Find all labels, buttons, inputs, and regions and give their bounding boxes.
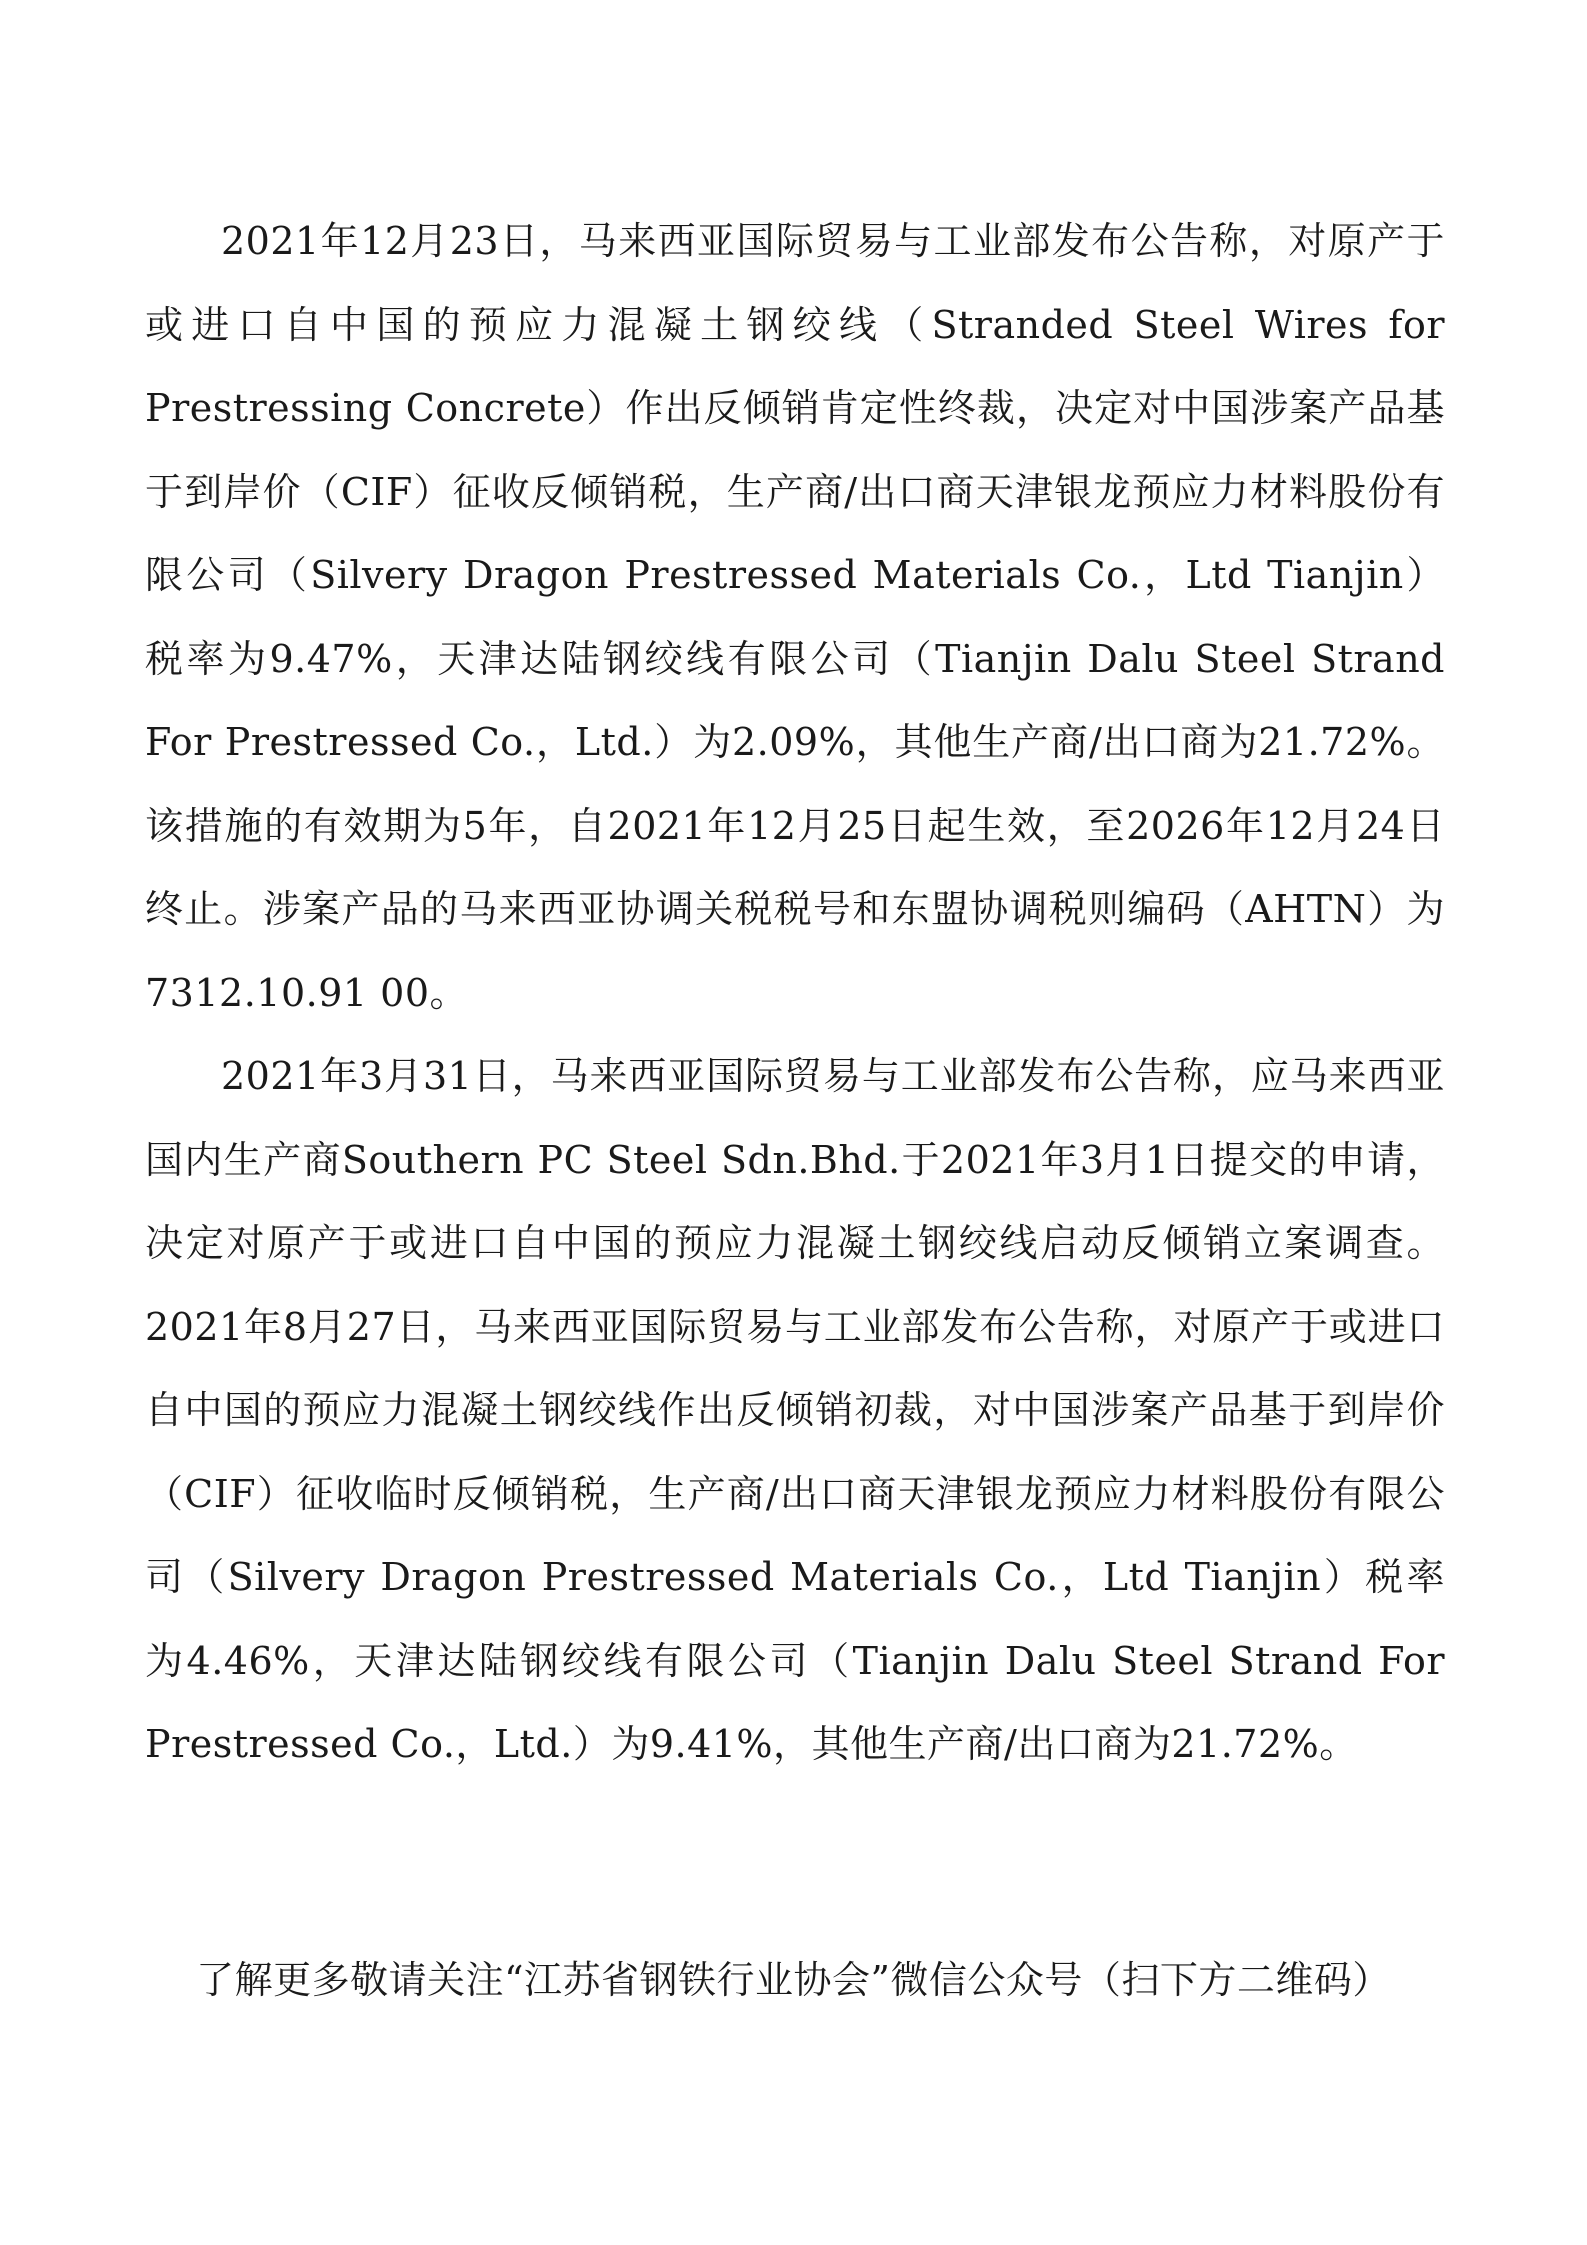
paragraph-investigation-history: 2021年3月31日，马来西亚国际贸易与工业部发布公告称，应马来西亚国内生产商Southern PC Steel Sdn.Bhd.于2021年3月1日提交的申请，决定对原产于或进口自中国的预应力混凝土钢绞线启动反倾销立案调查。2021年8月27日，马来西亚国际贸易与工业部发布公告称，对原产于或进口自中国的预应力混凝土钢绞线作出反倾销初裁，对中国涉案产品基于到岸价（CIF）征收临时反倾销税，生产商/出口商天津银龙预应力材料股份有限公司（Silvery Dragon Prestressed Materials Co.，Ltd Tianjin）税率为4.46%，天津达陆钢绞线有限公司（Tianjin Dalu Steel Strand For Prestressed Co.，Ltd.）为9.41%，其他生产商/出口商为21.72%。	[145, 1054, 1445, 1766]
paragraph-final-ruling: 2021年12月23日，马来西亚国际贸易与工业部发布公告称，对原产于或进口自中国的预应力混凝土钢绞线（Stranded Steel Wires for Prestressing Concrete）作出反倾销肯定性终裁，决定对中国涉案产品基于到岸价（CIF）征收反倾销税，生产商/出口商天津银龙预应力材料股份有限公司（Silvery Dragon Prestressed Materials Co.，Ltd Tianjin）税率为9.47%，天津达陆钢绞线有限公司（Tianjin Dalu Steel Strand For Prestressed Co.，Ltd.）为2.09%，其他生产商/出口商为21.72%。该措施的有效期为5年，自2021年12月25日起生效，至2026年12月24日终止。涉案产品的马来西亚协调关税税号和东盟协调税则编码（AHTN）为7312.10.91 00。	[145, 219, 1445, 1015]
wechat-follow-note: 了解更多敬请关注“江苏省钢铁行业协会”微信公众号（扫下方二维码）	[196, 1958, 1391, 2002]
document-body	[145, 200, 1445, 1787]
